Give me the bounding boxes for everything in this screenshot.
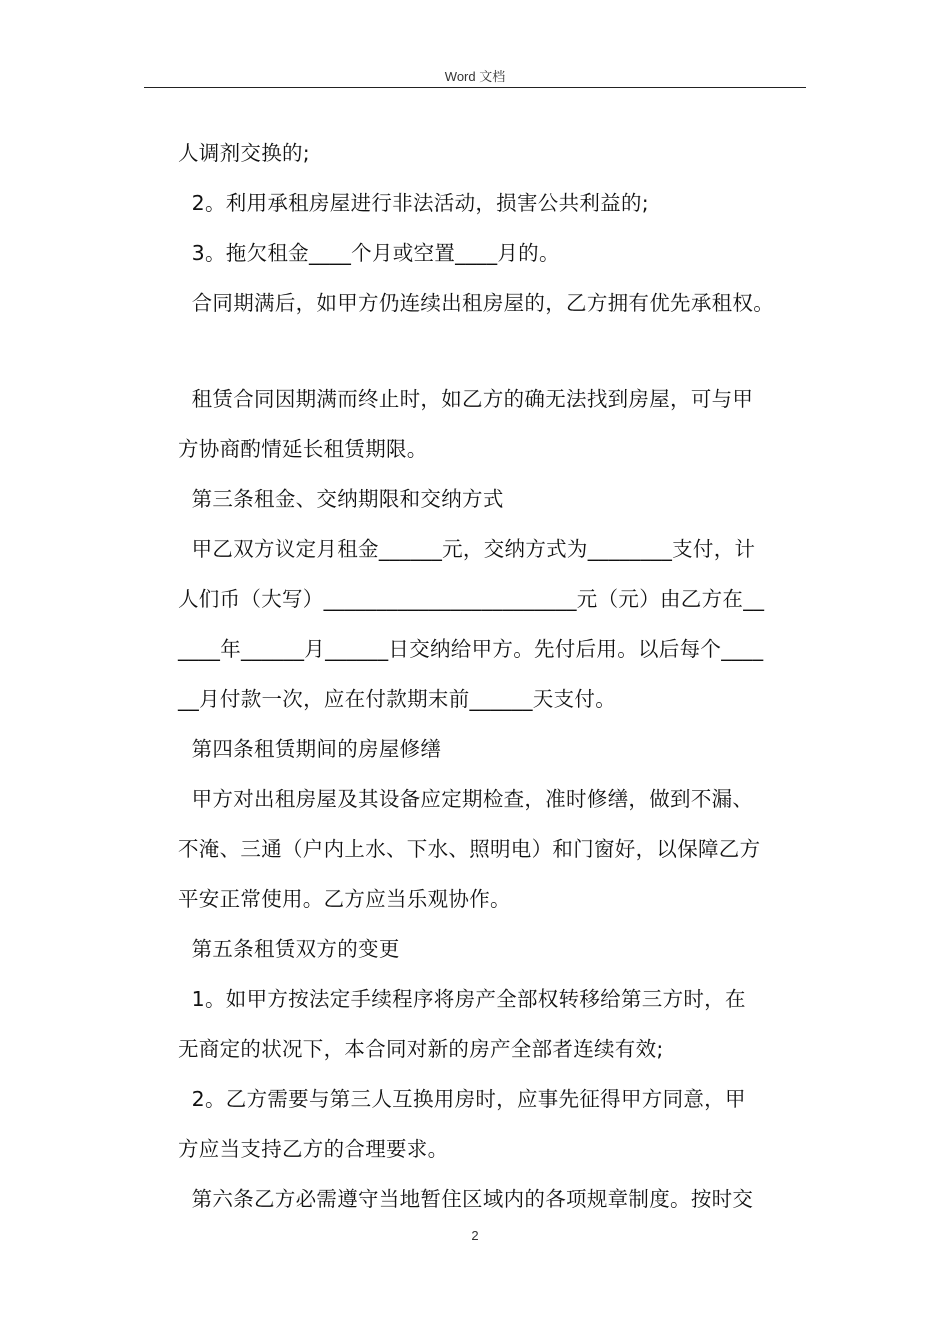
- header-divider: [144, 87, 806, 88]
- body-line: 合同期满后，如甲方仍连续出租房屋的，乙方拥有优先承租权。: [178, 291, 775, 315]
- body-line: 不淹、三通（户内上水、下水、照明电）和门窗好，以保障乙方: [178, 837, 761, 861]
- body-line: 方应当支持乙方的合理要求。: [178, 1137, 449, 1161]
- body-line: 1。如甲方按法定手续程序将房产全部权转移给第三方时，在: [178, 987, 746, 1011]
- section-heading: 第六条乙方必需遵守当地暂住区域内的各项规章制度。按时交: [178, 1187, 754, 1211]
- body-line: 2。利用承租房屋进行非法活动，损害公共利益的;: [178, 191, 649, 215]
- body-line: __月付款一次，应在付款期末前______天支付。: [178, 687, 616, 711]
- section-heading: 第四条租赁期间的房屋修缮: [178, 737, 442, 761]
- document-header-title: Word 文档: [444, 69, 506, 84]
- body-line: 平安正常使用。乙方应当乐观协作。: [178, 887, 511, 911]
- body-line: 方协商酌情延长租赁期限。: [178, 437, 428, 461]
- body-line: 甲方对出租房屋及其设备应定期检查，准时修缮，做到不漏、: [178, 787, 754, 811]
- body-line: ____年______月______日交纳给甲方。先付后用。以后每个____: [178, 637, 764, 661]
- body-line: 3。拖欠租金____个月或空置____月的。: [178, 241, 560, 265]
- body-line: 2。乙方需要与第三人互换用房时，应事先征得甲方同意，甲: [178, 1087, 746, 1111]
- body-line: 甲乙双方议定月租金______元，交纳方式为________支付，计: [178, 537, 756, 561]
- body-line: 人们币（大写）________________________元（元）由乙方在__: [178, 587, 765, 611]
- section-heading: 第五条租赁双方的变更: [178, 937, 400, 961]
- blank-line: [178, 328, 818, 374]
- body-line: 人调剂交换的;: [178, 141, 311, 165]
- document-body: [178, 128, 818, 1224]
- body-line: 无商定的状况下，本合同对新的房产全部者连续有效;: [178, 1037, 664, 1061]
- page-number: 2: [471, 1228, 479, 1243]
- body-line: 租赁合同因期满而终止时，如乙方的确无法找到房屋，可与甲: [178, 387, 754, 411]
- section-heading: 第三条租金、交纳期限和交纳方式: [178, 487, 504, 511]
